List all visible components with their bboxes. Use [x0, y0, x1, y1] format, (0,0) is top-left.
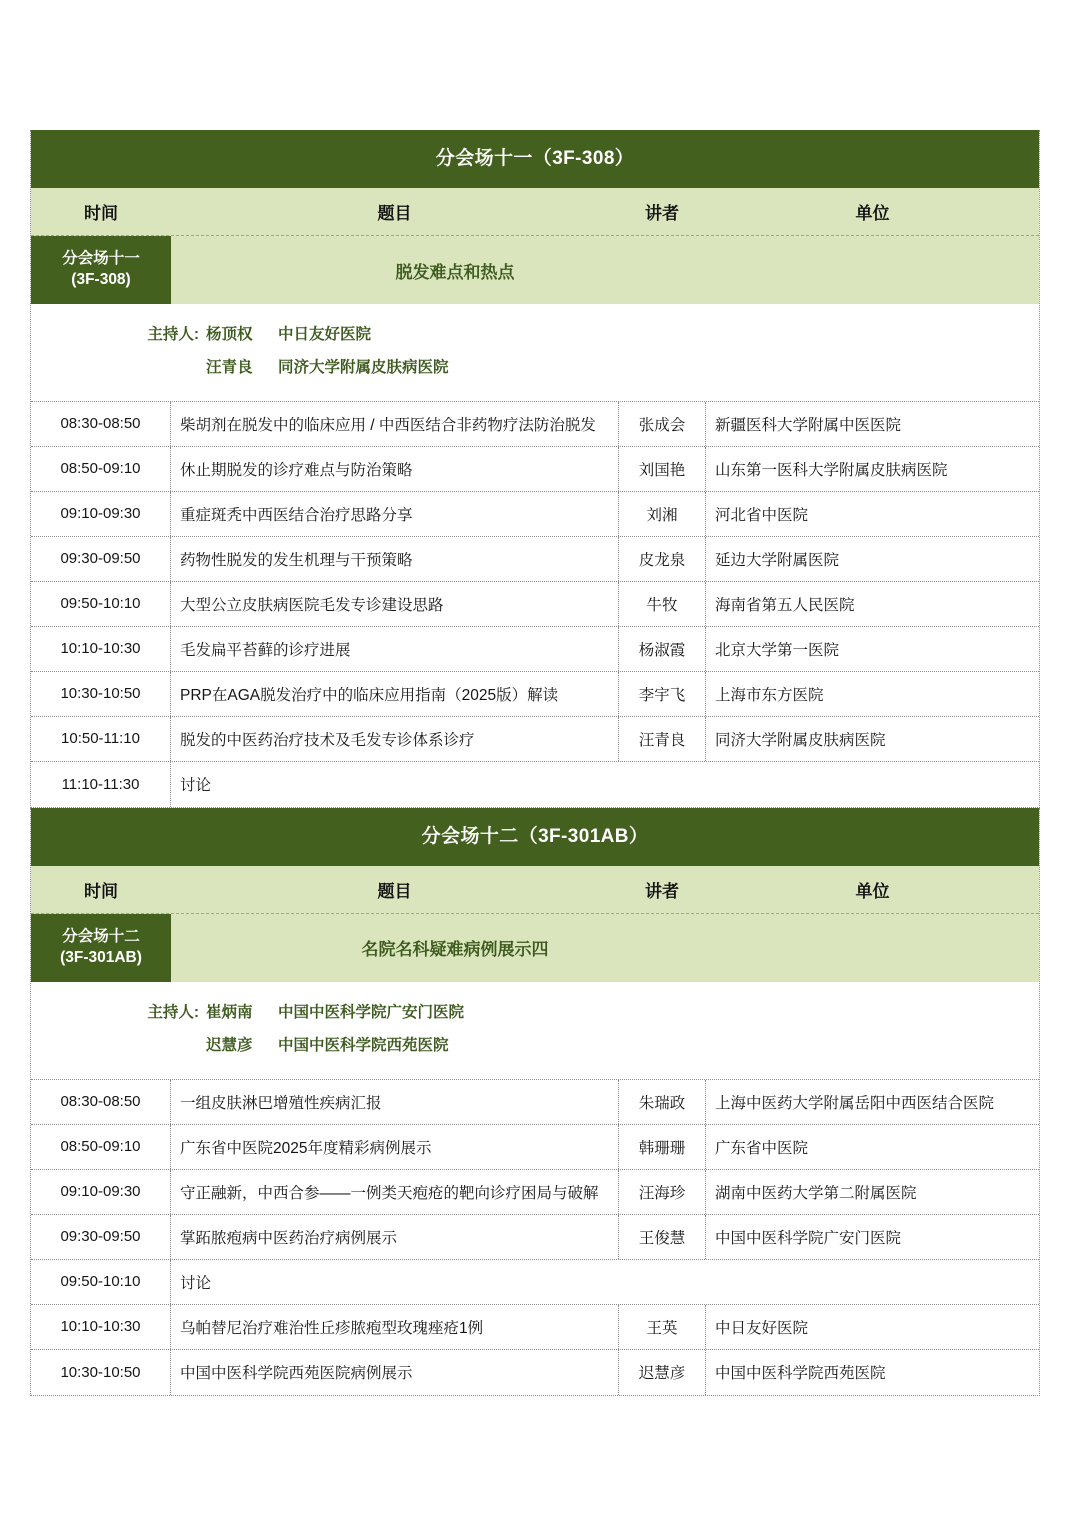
session-banner-title: 分会场十一（3F-308）	[31, 130, 1039, 188]
row-speaker: 牛牧	[618, 582, 706, 626]
table-row	[31, 627, 1039, 672]
row-title: PRP在AGA脱发治疗中的临床应用指南（2025版）解读	[180, 686, 559, 704]
column-header-speaker: 讲者	[645, 204, 679, 223]
session-room-label	[31, 914, 171, 982]
row-title: 中国中医科学院西苑医院病例展示	[180, 1365, 413, 1382]
row-unit: 同济大学附属皮肤病医院	[715, 731, 886, 749]
column-header-title: 题目	[377, 204, 412, 223]
row-time: 10:50-11:10	[31, 717, 171, 761]
chair-prefix-label	[31, 358, 206, 377]
chair-organization: 中国中医科学院西苑医院	[278, 1037, 449, 1055]
row-unit: 上海市东方医院	[715, 686, 824, 704]
table-row	[31, 1350, 1039, 1395]
row-time: 09:30-09:50	[31, 1215, 171, 1259]
chair-name: 迟慧彦	[206, 1037, 253, 1055]
row-speaker: 杨淑霞	[618, 627, 706, 671]
chair-name: 汪青良	[206, 359, 253, 377]
session-room-label-line2: (3F-301AB)	[60, 948, 142, 966]
table-row	[31, 672, 1039, 717]
chair-prefix-label: 主持人:	[147, 326, 199, 343]
session-room-label-line1: 分会场十一	[62, 250, 140, 268]
chair-organization: 同济大学附属皮肤病医院	[278, 359, 449, 377]
row-title: 讨论	[180, 777, 212, 795]
column-header-time: 时间	[84, 204, 118, 223]
row-speaker: 王俊慧	[618, 1215, 706, 1259]
table-row	[31, 1215, 1039, 1260]
row-title: 广东省中医院2025年度精彩病例展示	[180, 1139, 432, 1157]
session-banner-title: 分会场十二（3F-301AB）	[31, 808, 1039, 866]
chair-organization: 中国中医科学院广安门医院	[278, 1003, 465, 1021]
row-title: 守正融新，中西合参——一例类天疱疮的靶向诊疗困局与破解	[180, 1184, 599, 1202]
row-time: 10:10-10:30	[31, 627, 171, 671]
row-unit	[706, 1260, 1039, 1304]
row-speaker: 王英	[618, 1305, 706, 1349]
table-row	[31, 1080, 1039, 1125]
row-time: 09:10-09:30	[31, 492, 171, 536]
row-speaker: 张成会	[618, 402, 706, 446]
row-title: 柴胡剂在脱发中的临床应用 / 中西医结合非药物疗法防治脱发	[180, 416, 596, 434]
table-row	[31, 537, 1039, 582]
row-unit	[706, 762, 1039, 807]
row-unit: 广东省中医院	[715, 1139, 809, 1157]
session-block-2	[30, 808, 1040, 1396]
row-time: 08:50-09:10	[31, 447, 171, 491]
row-title: 脱发的中医药治疗技术及毛发专诊体系诊疗	[180, 731, 475, 749]
row-unit: 中国中医科学院广安门医院	[715, 1229, 902, 1247]
table-row	[31, 1305, 1039, 1350]
session-block-1	[30, 130, 1040, 808]
row-title: 重症斑秃中西医结合治疗思路分享	[180, 506, 413, 524]
column-header-unit: 单位	[855, 204, 890, 223]
sub-session-title: 名院名科疑难病例展示四	[361, 940, 549, 960]
row-title: 毛发扁平苔藓的诊疗进展	[180, 641, 351, 659]
row-time: 09:30-09:50	[31, 537, 171, 581]
row-title: 乌帕替尼治疗难治性丘疹脓疱型玫瑰痤疮1例	[180, 1319, 484, 1337]
row-time: 08:50-09:10	[31, 1125, 171, 1169]
row-title: 药物性脱发的发生机理与干预策略	[180, 551, 413, 569]
row-time: 09:50-10:10	[31, 1260, 171, 1304]
row-unit: 北京大学第一医院	[715, 641, 840, 659]
row-speaker: 汪青良	[618, 717, 706, 761]
chair-line	[31, 318, 1039, 351]
sub-session-title: 脱发难点和热点	[395, 262, 515, 282]
table-row	[31, 582, 1039, 627]
row-speaker: 刘国艳	[618, 447, 706, 491]
table-row	[31, 492, 1039, 537]
column-header-title: 题目	[377, 881, 412, 901]
row-time: 08:30-08:50	[31, 1080, 171, 1124]
chair-line	[31, 1029, 1039, 1062]
row-unit: 中国中医科学院西苑医院	[715, 1365, 886, 1382]
chair-name: 杨顶权	[206, 326, 253, 343]
row-unit: 中日友好医院	[715, 1319, 809, 1337]
chair-organization: 中日友好医院	[278, 326, 372, 343]
row-title: 一组皮肤淋巴增殖性疾病汇报	[180, 1094, 382, 1112]
row-unit: 湖南中医药大学第二附属医院	[715, 1184, 917, 1202]
row-time: 08:30-08:50	[31, 402, 171, 446]
chair-prefix-label: 主持人:	[147, 1003, 199, 1021]
chair-line	[31, 996, 1039, 1029]
sub-session-row	[31, 236, 1039, 304]
table-row	[31, 1125, 1039, 1170]
row-title: 讨论	[180, 1274, 212, 1292]
chairs-block	[31, 304, 1039, 402]
schedule-rows	[31, 1080, 1039, 1395]
column-header-row	[31, 188, 1039, 236]
row-unit: 新疆医科大学附属中医医院	[715, 416, 902, 434]
row-title: 休止期脱发的诊疗难点与防治策略	[180, 461, 413, 479]
row-speaker: 迟慧彦	[618, 1350, 706, 1395]
row-unit: 延边大学附属医院	[715, 551, 840, 569]
chair-name: 崔炳南	[206, 1003, 253, 1021]
row-title: 掌跖脓疱病中医药治疗病例展示	[180, 1229, 398, 1247]
table-row	[31, 1260, 1039, 1305]
row-speaker	[618, 1260, 706, 1304]
row-time: 10:30-10:50	[31, 672, 171, 716]
row-speaker: 汪海珍	[618, 1170, 706, 1214]
chairs-block	[31, 982, 1039, 1080]
chair-prefix-label	[31, 1036, 206, 1055]
column-header-row	[31, 866, 1039, 914]
row-speaker: 刘湘	[618, 492, 706, 536]
sub-session-row	[31, 914, 1039, 982]
row-time: 10:10-10:30	[31, 1305, 171, 1349]
row-time: 11:10-11:30	[31, 762, 171, 807]
row-time: 09:50-10:10	[31, 582, 171, 626]
row-speaker: 朱瑞政	[618, 1080, 706, 1124]
table-row	[31, 447, 1039, 492]
table-row	[31, 762, 1039, 807]
schedule-rows	[31, 402, 1039, 807]
row-unit: 山东第一医科大学附属皮肤病医院	[715, 461, 948, 479]
table-row	[31, 402, 1039, 447]
row-time: 09:10-09:30	[31, 1170, 171, 1214]
row-speaker: 李宇飞	[618, 672, 706, 716]
column-header-unit: 单位	[855, 881, 890, 901]
row-unit: 上海中医药大学附属岳阳中西医结合医院	[715, 1094, 995, 1112]
chair-line	[31, 351, 1039, 384]
row-speaker: 皮龙泉	[618, 537, 706, 581]
row-speaker	[618, 762, 706, 807]
session-room-label-line2: (3F-308)	[71, 271, 131, 288]
column-header-speaker: 讲者	[645, 881, 679, 901]
row-speaker: 韩珊珊	[618, 1125, 706, 1169]
session-list	[30, 130, 1052, 1396]
session-room-label-line1: 分会场十二	[62, 927, 140, 945]
table-row	[31, 717, 1039, 762]
row-time: 10:30-10:50	[31, 1350, 171, 1395]
column-header-time: 时间	[84, 881, 118, 901]
table-row	[31, 1170, 1039, 1215]
row-unit: 河北省中医院	[715, 506, 809, 524]
row-title: 大型公立皮肤病医院毛发专诊建设思路	[180, 596, 444, 614]
session-room-label	[31, 236, 171, 304]
row-unit: 海南省第五人民医院	[715, 596, 855, 614]
